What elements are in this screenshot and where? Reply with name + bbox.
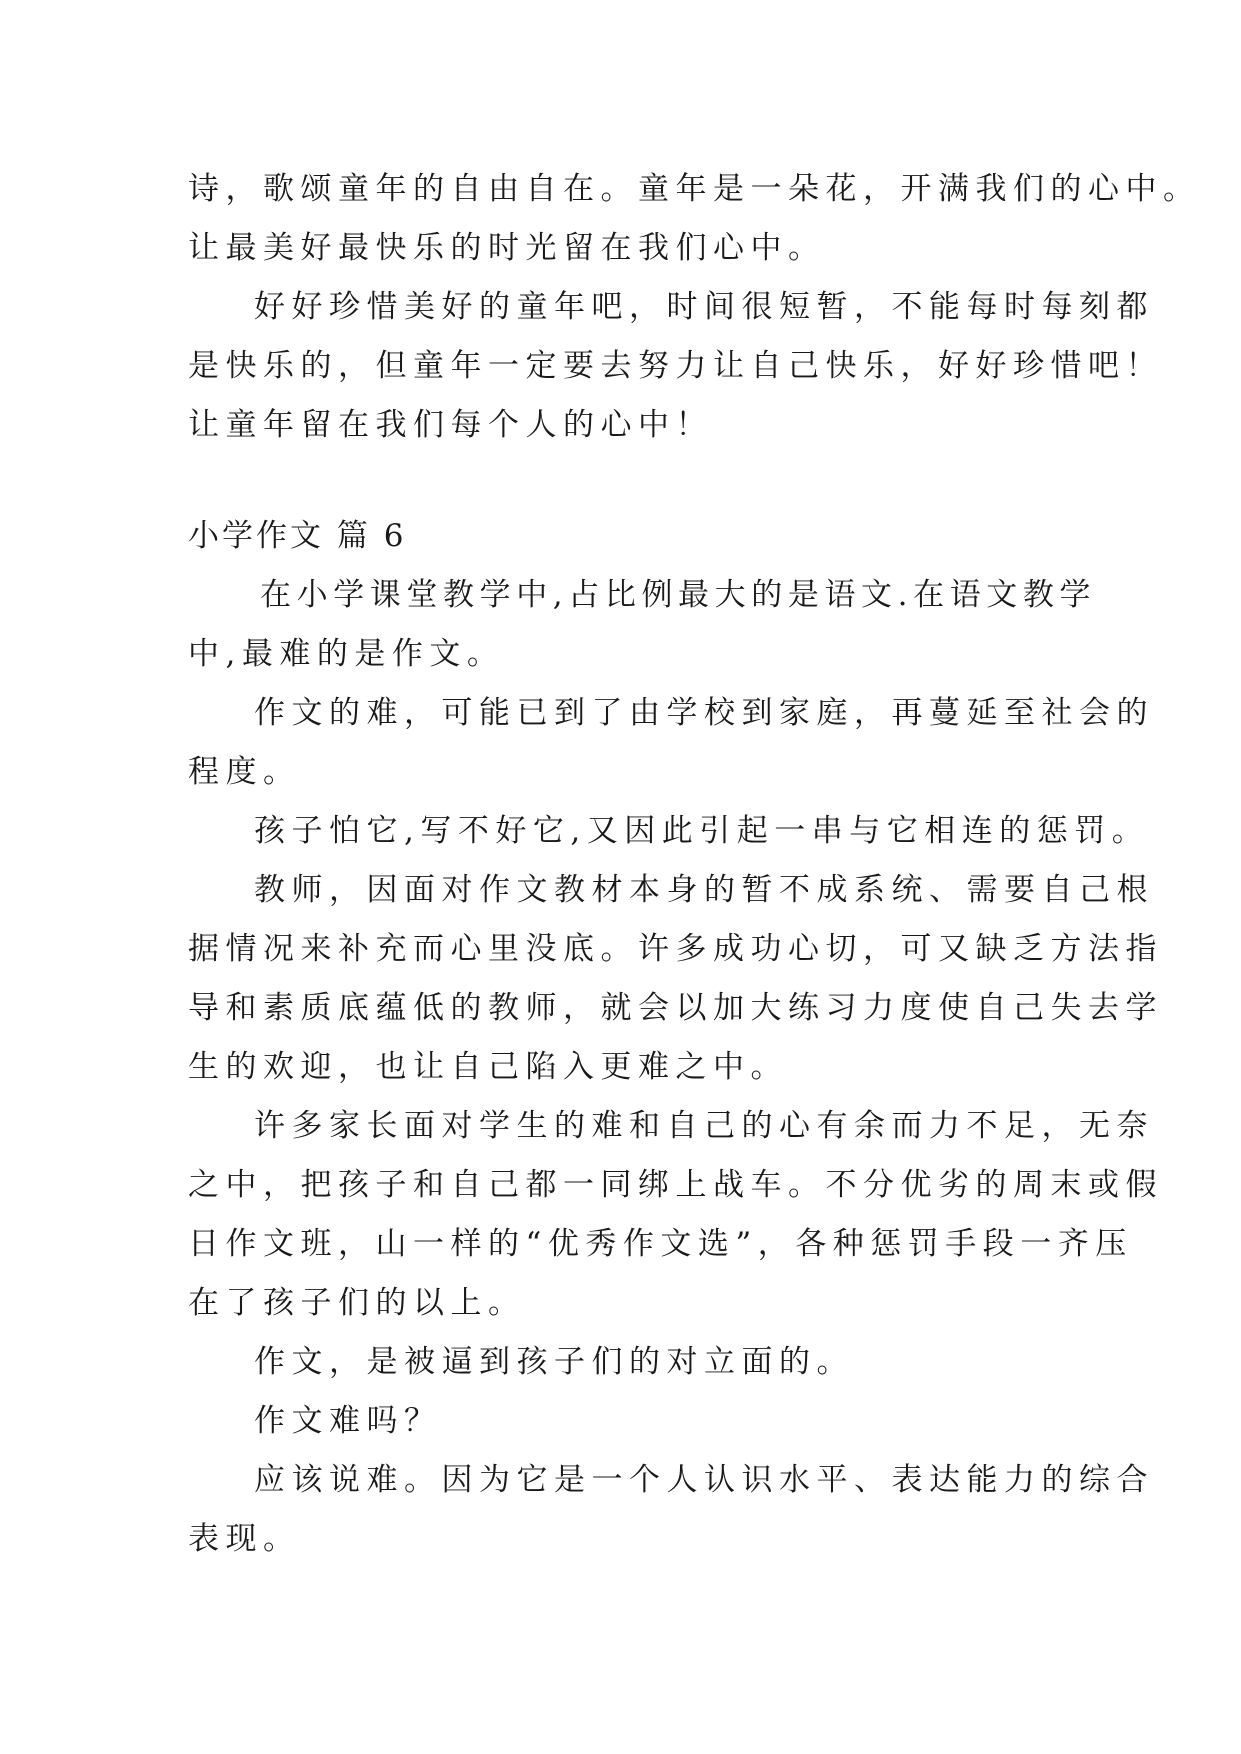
paragraph xyxy=(188,1392,1054,1451)
text-line: 孩子怕它,写不好它,又因此引起一串与它相连的惩罚。 xyxy=(254,813,1150,849)
text-line: 让童年留在我们每个人的心中！ xyxy=(188,407,713,443)
text-line: 作文，是被逼到孩子们的对立面的。 xyxy=(254,1344,854,1380)
text-line: 应该说难。因为它是一个人认识水平、表达能力的综合 xyxy=(254,1462,1154,1498)
paragraph xyxy=(188,1451,1154,1569)
text-line: 据情况来补充而心里没底。许多成功心切，可又缺乏方法指 xyxy=(188,931,1163,967)
text-line: 教师，因面对作文教材本身的暂不成系统、需要自己根 xyxy=(254,872,1154,908)
text-line: 作文的难，可能已到了由学校到家庭，再蔓延至社会的 xyxy=(254,695,1154,731)
text-line: 让最美好最快乐的时光留在我们心中。 xyxy=(188,230,826,266)
paragraph xyxy=(188,1333,1054,1392)
document-body xyxy=(188,160,1201,1569)
text-line: 日作文班，山一样的“优秀作文选”，各种惩罚手段一齐压 xyxy=(188,1226,1133,1262)
text-line: 导和素质底蕴低的教师，就会以加大练习力度使自己失去学 xyxy=(188,990,1163,1026)
paragraph xyxy=(188,861,1163,1097)
text-line: 好好珍惜美好的童年吧，时间很短暂，不能每时每刻都 xyxy=(254,289,1154,325)
paragraph xyxy=(188,1097,1163,1333)
text-line: 表现。 xyxy=(188,1521,301,1557)
text-line: 程度。 xyxy=(188,754,301,790)
paragraph xyxy=(188,684,1154,802)
text-line: 中,最难的是作文。 xyxy=(188,636,505,672)
text-line: 在了孩子们的以上。 xyxy=(188,1285,526,1321)
paragraph-spacer xyxy=(188,455,1054,507)
paragraph xyxy=(188,566,1097,684)
text-line: 作文难吗？ xyxy=(254,1403,442,1439)
section-title: 小学作文 篇 6 xyxy=(188,518,407,554)
text-line: 诗，歌颂童年的自由自在。童年是一朵花，开满我们的心中。 xyxy=(188,171,1201,207)
paragraph xyxy=(188,802,1150,861)
text-line: 之中，把孩子和自己都一同绑上战车。不分优劣的周末或假 xyxy=(188,1167,1163,1203)
text-line: 生的欢迎，也让自己陷入更难之中。 xyxy=(188,1049,788,1085)
paragraph xyxy=(188,160,1201,278)
paragraph xyxy=(188,278,1163,455)
text-line: 是快乐的，但童年一定要去努力让自己快乐，好好珍惜吧！ xyxy=(188,348,1163,384)
text-line: 在小学课堂教学中,占比例最大的是语文.在语文教学 xyxy=(260,577,1097,613)
text-line: 许多家长面对学生的难和自己的心有余而力不足，无奈 xyxy=(254,1108,1154,1144)
